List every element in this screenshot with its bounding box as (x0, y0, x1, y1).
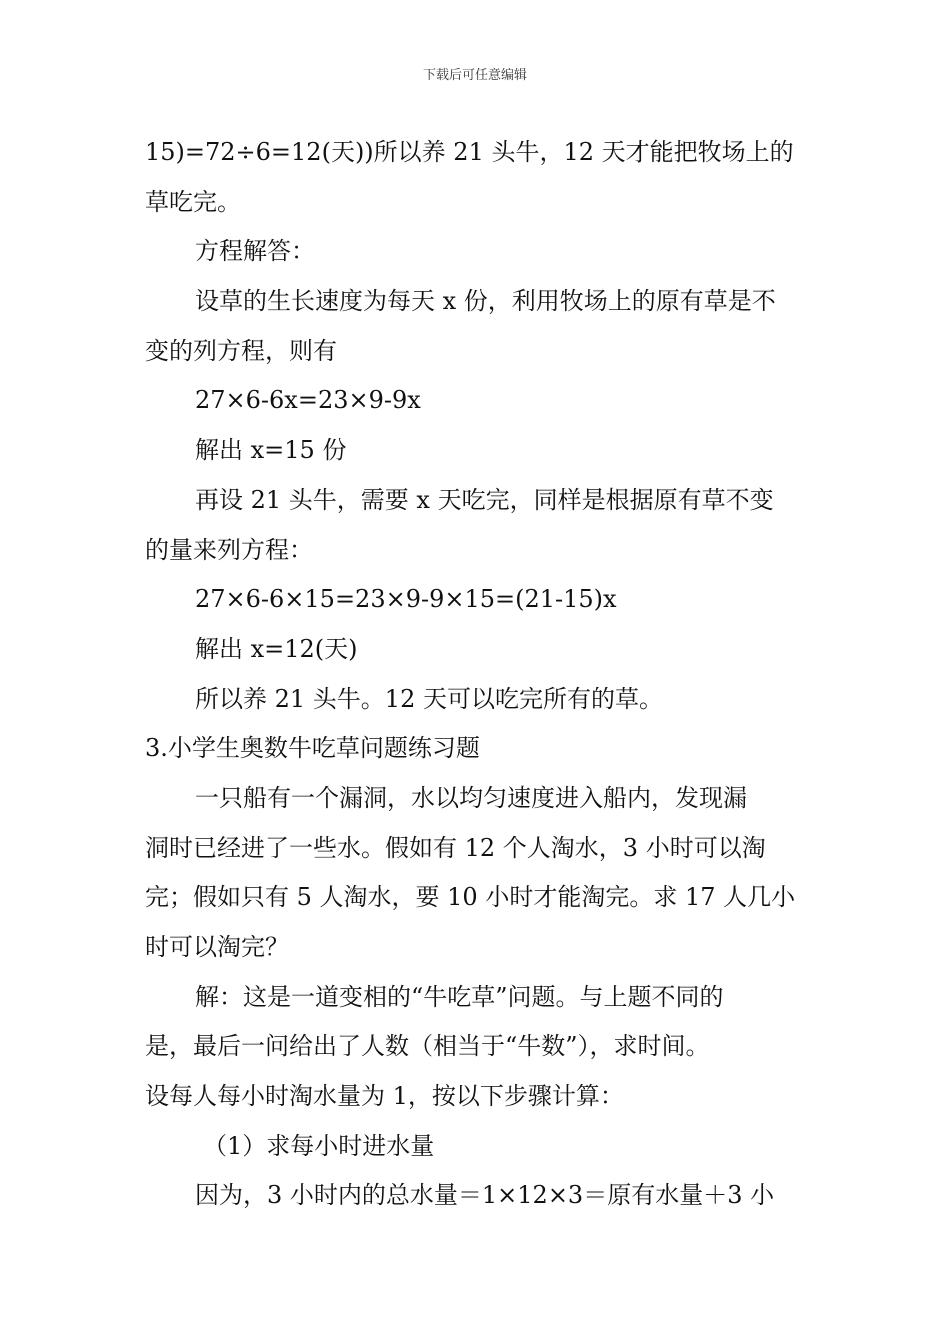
text-line: 解：这是一道变相的“牛吃草”问题。与上题不同的 (195, 982, 724, 1011)
text-line: 是，最后一问给出了人数（相当于“牛数”），求时间。 (145, 1032, 710, 1061)
text-line: 所以养 21 头牛。12 天可以吃完所有的草。 (195, 684, 663, 713)
text-line: 设草的生长速度为每天 x 份，利用牧场上的原有草是不 (195, 287, 776, 316)
text-line: 27×6-6x=23×9-9x (195, 386, 421, 415)
text-line: 变的列方程，则有 (145, 336, 337, 365)
text-line: 因为，3 小时内的总水量＝1×12×3＝原有水量＋3 小 (195, 1181, 775, 1210)
text-line: 再设 21 头牛，需要 x 天吃完，同样是根据原有草不变 (195, 485, 774, 514)
text-line: 时可以淘完？ (145, 933, 289, 961)
document-body (145, 128, 810, 1221)
text-line: 的量来列方程： (145, 535, 313, 564)
text-line: 草吃完。 (145, 187, 241, 216)
text-line: 洞时已经进了一些水。假如有 12 个人淘水，3 小时可以淘 (145, 833, 766, 862)
text-line: 方程解答： (195, 237, 315, 266)
text-line: 解出 x=12(天) (195, 634, 358, 663)
text-line: （1）求每小时进水量 (203, 1131, 435, 1160)
page-header: 下载后可任意编辑 (422, 68, 527, 83)
text-line: 一只船有一个漏洞，水以均匀速度进入船内，发现漏 (195, 783, 747, 812)
text-line: 解出 x=15 份 (195, 436, 347, 465)
text-line: 15)=72÷6=12(天))所以养 21 头牛，12 天才能把牧场上的 (145, 138, 794, 166)
text-line: 设每人每小时淘水量为 1，按以下步骤计算： (145, 1082, 624, 1111)
section-heading: 3.小学生奥数牛吃草问题练习题 (145, 734, 480, 763)
text-line: 完；假如只有 5 人淘水，要 10 小时才能淘完。求 17 人几小 (145, 883, 796, 912)
text-line: 27×6-6×15=23×9-9×15=(21-15)x (195, 585, 617, 614)
